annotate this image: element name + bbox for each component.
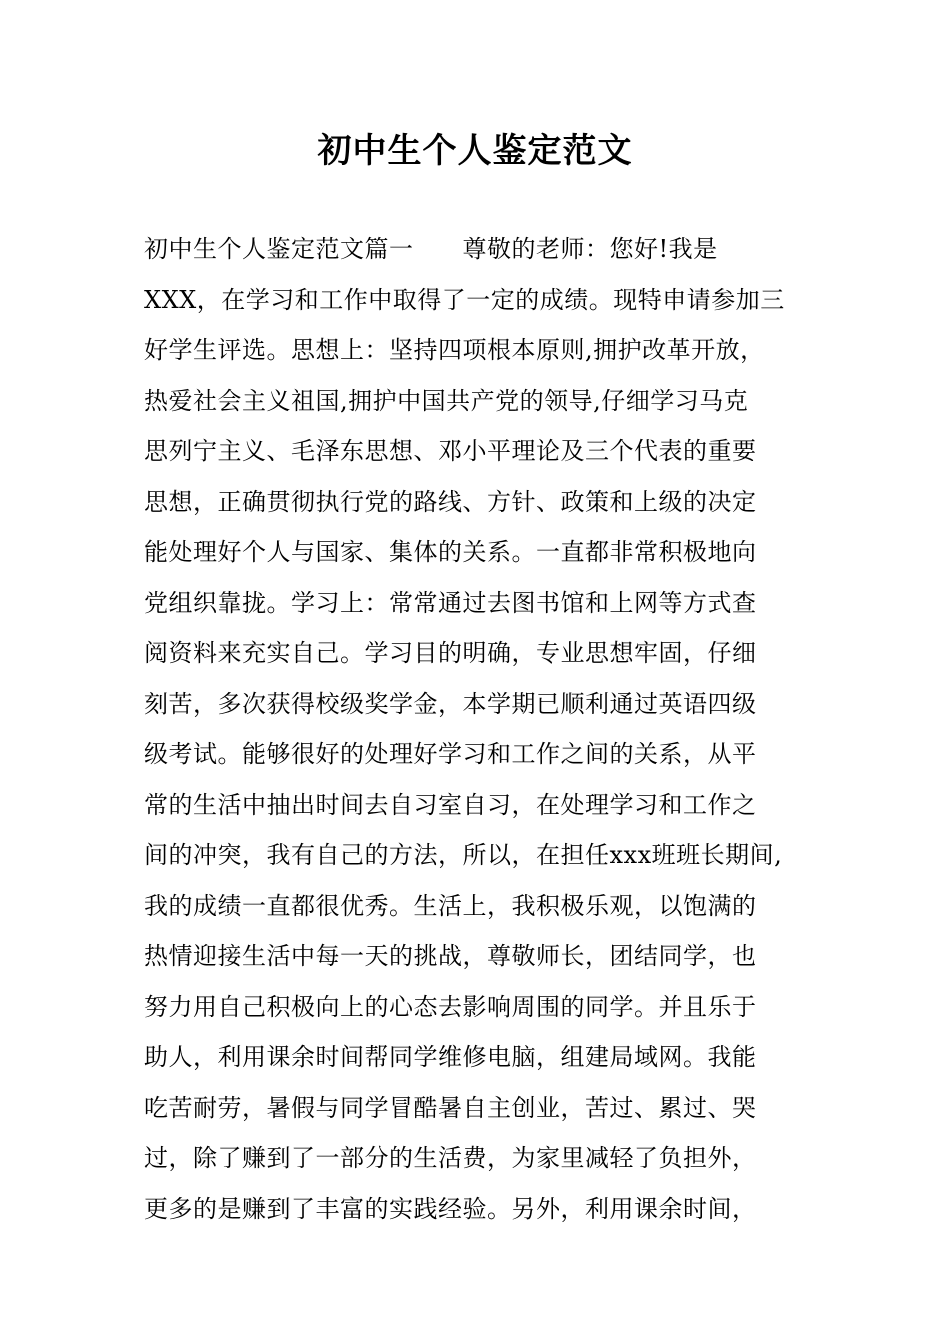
body-line: 努力用自己积极向上的心态去影响周围的同学。并且乐于 xyxy=(144,992,757,1021)
body-line: 思列宁主义、毛泽东思想、邓小平理论及三个代表的重要 xyxy=(144,437,757,465)
body-line: 吃苦耐劳，暑假与同学冒酷暑自主创业，苦过、累过、哭 xyxy=(144,1093,757,1122)
body-line: 过，除了赚到了一部分的生活费，为家里减轻了负担外， xyxy=(144,1144,757,1172)
body-line: 思想，正确贯彻执行党的路线、方针、政策和上级的决定 xyxy=(144,487,757,516)
body-line: 热情迎接生活中每一天的挑战，尊敬师长，团结同学，也 xyxy=(144,942,757,970)
body-line: 我的成绩一直都很优秀。生活上，我积极乐观，以饱满的 xyxy=(144,891,757,920)
body-line: 更多的是赚到了丰富的实践经验。另外，利用课余时间， xyxy=(144,1194,757,1223)
body-line: 助人，利用课余时间帮同学维修电脑，组建局域网。我能 xyxy=(144,1043,757,1071)
document-title: 初中生个人鉴定范文 xyxy=(317,131,633,171)
body-line: 能处理好个人与国家、集体的关系。一直都非常积极地向 xyxy=(144,538,757,566)
body-line: 级考试。能够很好的处理好学习和工作之间的关系，从平 xyxy=(144,740,757,768)
body-line: 热爱社会主义祖国,拥护中国共产党的领导,仔细学习马克 xyxy=(144,386,749,415)
body-line: 阅资料来充实自己。学习目的明确，专业思想牢固，仔细 xyxy=(144,639,757,667)
body-line: 间的冲突，我有自己的方法，所以，在担任xxx班班长期间, xyxy=(144,841,783,869)
document-body xyxy=(144,224,834,1234)
body-line: 初中生个人鉴定范文篇一 尊敬的老师：您好!我是 xyxy=(144,235,718,263)
body-line: 常的生活中抽出时间去自习室自习，在处理学习和工作之 xyxy=(144,790,757,819)
body-line: 刻苦，多次获得校级奖学金，本学期已顺利通过英语四级 xyxy=(144,689,757,718)
body-line: XXX，在学习和工作中取得了一定的成绩。现特申请参加三 xyxy=(144,285,785,314)
body-line: 好学生评选。思想上：坚持四项根本原则,拥护改革开放， xyxy=(144,336,765,364)
body-line: 党组织靠拢。学习上：常常通过去图书馆和上网等方式查 xyxy=(144,588,757,617)
